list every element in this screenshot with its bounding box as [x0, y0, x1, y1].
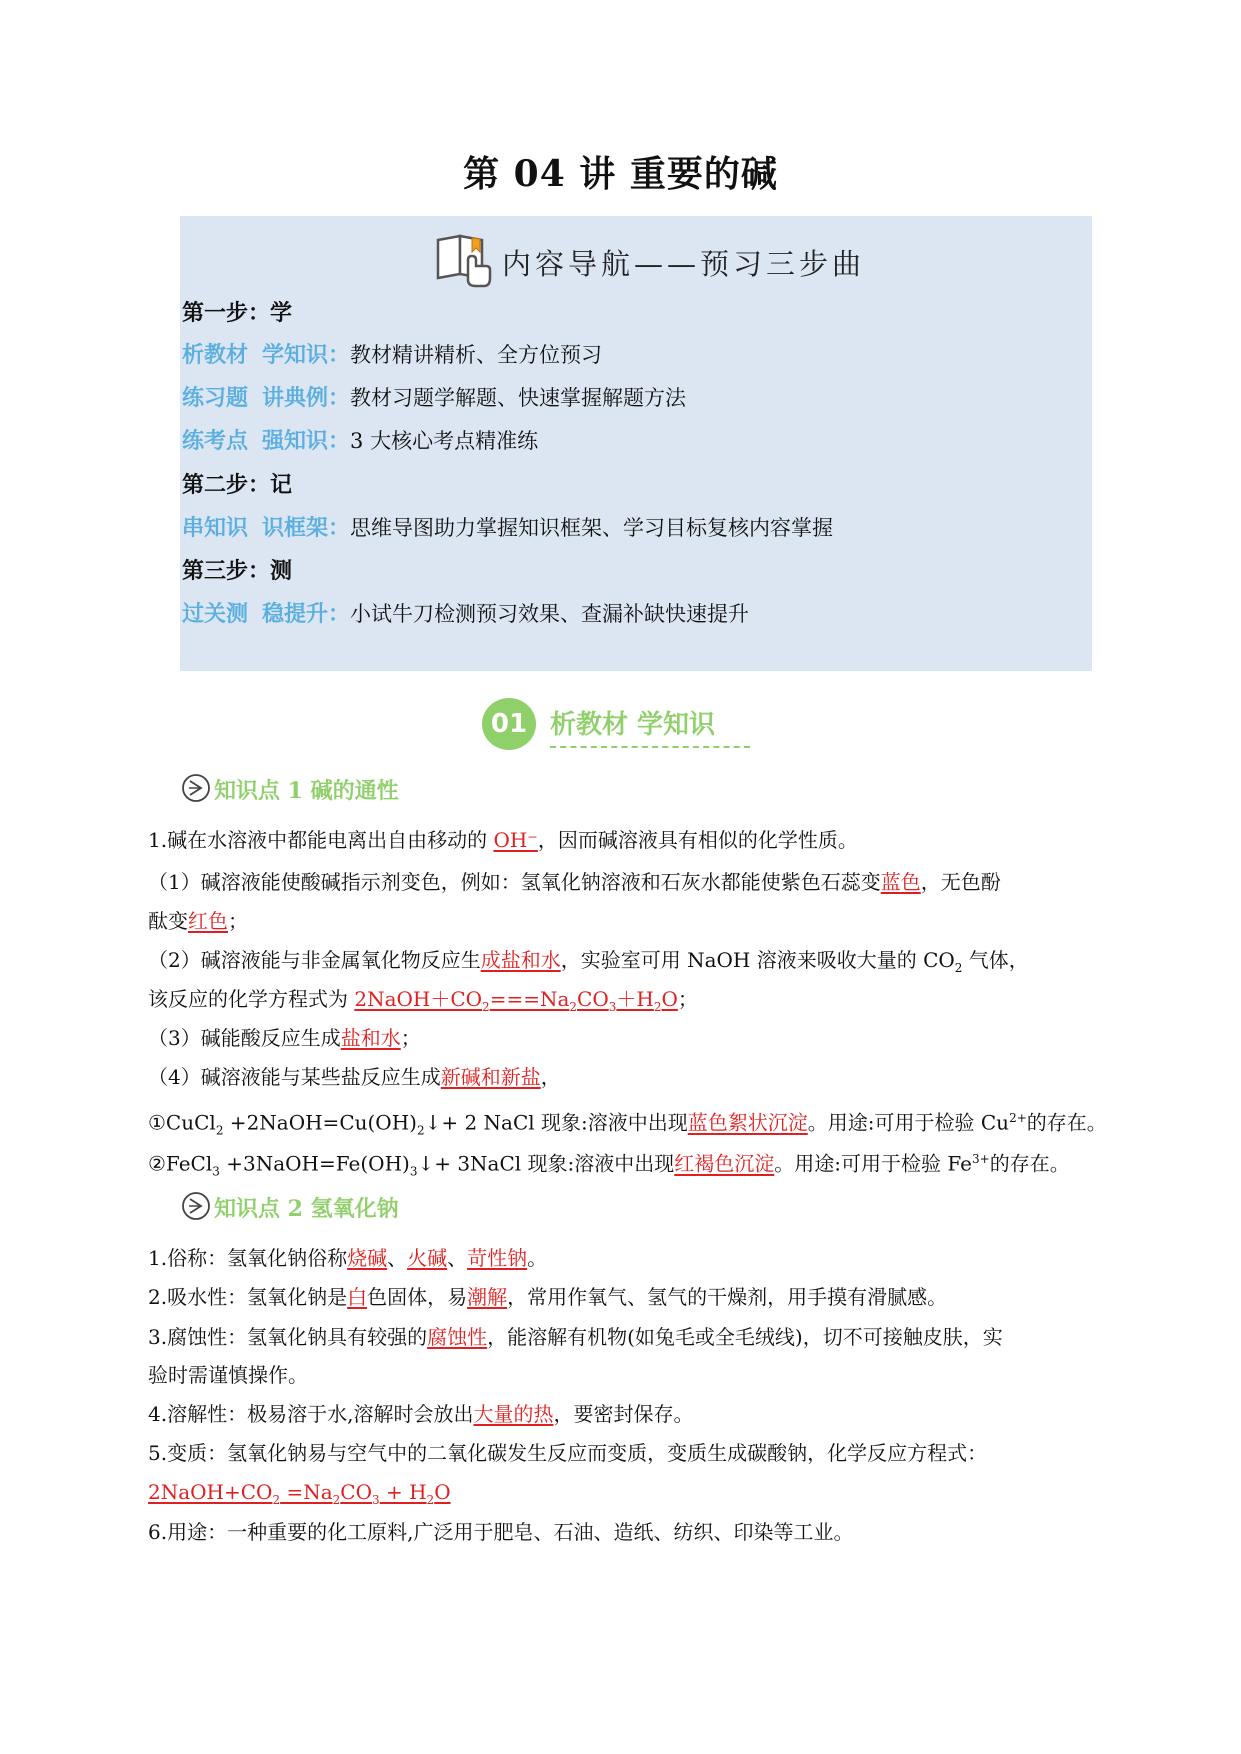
text-line: 验时需谨慎操作。: [148, 1363, 308, 1387]
text-line: 2.吸水性：氢氧化钠是白色固体，易潮解，常用作氧气、氢气的干燥剂，用手摸有滑腻感。: [148, 1285, 948, 1309]
circle-arrow-icon: [180, 1190, 212, 1222]
step-desc: 小试牛刀检测预习效果、查漏补缺快速提升: [350, 602, 750, 626]
chemical-equation: $2NaOH+CO_2===Na_2CO_3+H_2O$: [354, 987, 678, 1014]
answer-text: 火碱: [407, 1246, 448, 1270]
step-desc: 思维导图助力掌握知识框架、学习目标复核内容掌握: [350, 516, 834, 540]
answer-text: 蓝色絮状沉淀: [687, 1110, 808, 1135]
section-title: 析教材 学知识: [550, 710, 716, 740]
answer-text: 红褐色沉淀: [674, 1151, 775, 1176]
answer-text: 腐蚀性: [427, 1325, 488, 1349]
text-line: （1）碱溶液能使酸碱指示剂变色，例如：氢氧化钠溶液和石灰水都能使紫色石蕊变蓝色，无色酚: [148, 870, 1001, 894]
answer-text: 新碱和新盐: [440, 1065, 541, 1089]
step1-item: [182, 381, 686, 412]
content-navigation-box: [180, 216, 1092, 671]
nav-header-text: 内容导航——预习三步曲: [502, 247, 866, 281]
knowledge-point-title: 知识点 2 氢氧化钠: [214, 1196, 399, 1222]
text-line: 酞变红色；: [148, 909, 248, 933]
answer-text: 盐和水: [340, 1026, 401, 1050]
text-line: 该反应的化学方程式为 $2NaOH+CO_2===Na_2CO_3+H_2O$；: [148, 987, 698, 1014]
step-tag: 练习题: [182, 385, 249, 411]
step3-title: 第三步：测: [182, 558, 293, 584]
answer-text: 烧碱: [347, 1246, 388, 1270]
text-line: （4）碱溶液能与某些盐反应生成新碱和新盐，: [148, 1065, 561, 1089]
section-banner: [480, 696, 760, 758]
step-desc: 教材精讲精析、全方位预习: [350, 343, 603, 367]
text-line: 6.用途：一种重要的化工原料,广泛用于肥皂、石油、造纸、纺织、印染等工业。: [148, 1520, 854, 1544]
text-line: 4.溶解性：极易溶于水,溶解时会放出大量的热，要密封保存。: [148, 1402, 694, 1426]
text-line: 1.碱在水溶液中都能电离出自由移动的 OH⁻，因而碱溶液具有相似的化学性质。: [148, 828, 858, 852]
step1-item: [182, 338, 602, 369]
answer-text: 红色: [188, 909, 228, 933]
book-pointer-icon: [432, 230, 496, 290]
step-desc: 教材习题学解题、快速掌握解题方法: [350, 386, 687, 410]
answer-text: 白: [347, 1285, 368, 1309]
step-tag: 练考点: [182, 428, 249, 454]
answer-text: 大量的热: [473, 1402, 554, 1426]
knowledge-point-title: 知识点 1 碱的通性: [214, 778, 399, 804]
step1-title: 第一步：学: [182, 300, 293, 326]
answer-text: 潮解: [467, 1285, 508, 1309]
step3-item: [182, 597, 749, 628]
answer-text: 苛性钠: [467, 1246, 528, 1270]
step2-item: [182, 511, 833, 542]
text-line: （2）碱溶液能与非金属氧化物反应生成盐和水，实验室可用 NaOH 溶液来吸收大量的 $CO_2$ 气体，: [148, 948, 1029, 975]
text-line: ②FeCl$_3$ $+3NaOH=Fe(OH)_3↓+$ 3NaCl 现象:溶液中出现红褐色沉淀。用途:可用于检验 $Fe^{3+}$的存在。: [148, 1151, 1070, 1179]
circle-arrow-icon: [180, 772, 212, 804]
step-tag: 强知识：: [262, 428, 351, 454]
answer-text: 蓝色: [880, 870, 921, 894]
text-line: 5.变质：氢氧化钠易与空气中的二氧化碳发生反应而变质，变质生成碳酸钠，化学反应方程式：: [148, 1441, 988, 1465]
page-title: 第 04 讲 重要的碱: [463, 153, 778, 195]
chemical-equation: $2NaOH+CO_2 =Na_2CO_3 + H_2O$: [148, 1480, 451, 1507]
text-line: [148, 1478, 451, 1514]
text-line: 1.俗称：氢氧化钠俗称烧碱、火碱、苛性钠。: [148, 1246, 548, 1270]
step-tag: 识框架：: [262, 515, 351, 541]
step-tag: 析教材: [182, 342, 249, 368]
text-line: 3.腐蚀性：氢氧化钠具有较强的腐蚀性，能溶解有机物(如兔毛或全毛绒线)，切不可接触皮肤，实: [148, 1325, 1003, 1349]
step2-title: 第二步：记: [182, 472, 293, 498]
text-line: ①CuCl$_2$ $+2NaOH=Cu(OH)_2↓+ 2$ NaCl 现象:溶液中出现蓝色絮状沉淀。用途:可用于检验 $Cu^{2+}$的存在。: [148, 1110, 1107, 1138]
step-tag: 学知识：: [262, 342, 351, 368]
text-line: （3）碱能酸反应生成盐和水；: [148, 1026, 421, 1050]
step-tag: 稳提升：: [262, 601, 351, 627]
step-tag: 过关测: [182, 601, 249, 627]
section-underline: [550, 746, 750, 748]
step-tag: 串知识: [182, 515, 249, 541]
section-number: 01: [482, 698, 536, 750]
answer-text: 成盐和水: [480, 948, 561, 972]
step-desc: 3 大核心考点精准练: [350, 429, 539, 453]
step-tag: 讲典例：: [262, 385, 351, 411]
step1-item: [182, 424, 538, 455]
answer-text: OH⁻: [493, 828, 538, 852]
